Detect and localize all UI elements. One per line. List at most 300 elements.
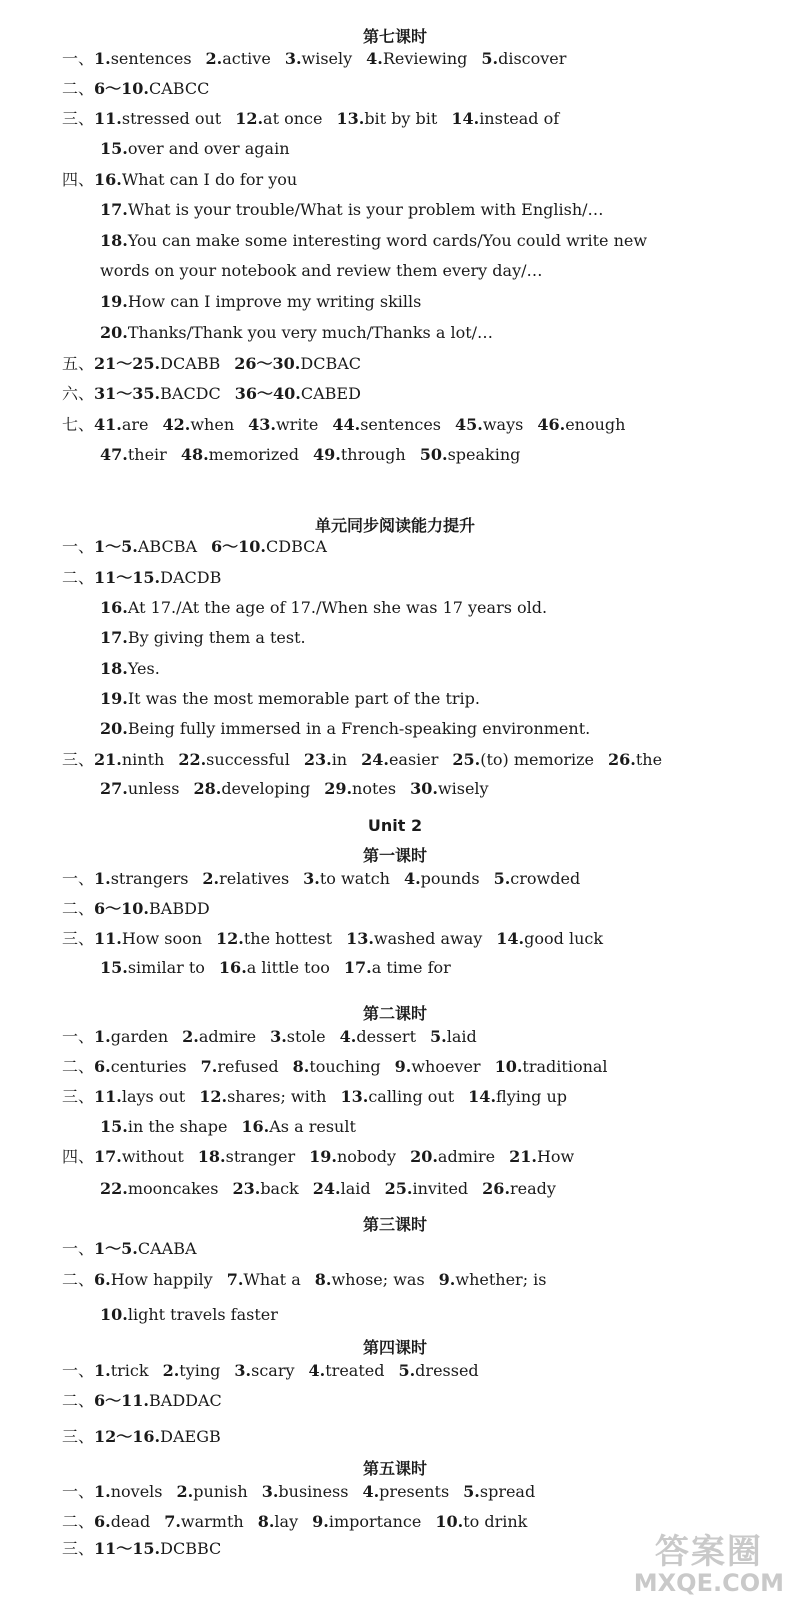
question-number: 13.	[336, 109, 365, 128]
answer-item	[219, 956, 330, 980]
answer-item	[455, 413, 523, 437]
answer-item	[439, 1268, 547, 1292]
question-number: 10.	[494, 1057, 523, 1076]
answer-text: novels	[110, 1482, 163, 1501]
answer-line	[100, 259, 557, 283]
answer-line	[100, 1303, 292, 1327]
answer-text: wisely	[301, 49, 353, 68]
answer-text: unless	[127, 779, 180, 798]
section-heading: 第三课时	[362, 1215, 427, 1234]
answer-item	[315, 1268, 425, 1292]
question-number: 12.	[216, 929, 244, 948]
answer-text: lays out	[121, 1087, 186, 1106]
answer-item	[201, 1055, 279, 1079]
answer-text: in	[331, 750, 348, 769]
question-number: 15.	[100, 958, 128, 977]
question-number: 22.	[100, 1179, 128, 1198]
answer-item	[100, 198, 604, 222]
question-number: 2.	[182, 1027, 199, 1046]
answer-text: successful	[206, 750, 290, 769]
question-number: 18.	[100, 231, 128, 250]
answer-text: dead	[110, 1512, 151, 1531]
answer-item	[309, 1145, 396, 1169]
answer-item	[199, 1085, 326, 1109]
answer-text: presents	[379, 1482, 450, 1501]
question-number: 29.	[324, 779, 353, 798]
answer-item	[313, 443, 406, 467]
section-marker: 三、	[62, 109, 95, 128]
answer-text: sentences	[360, 415, 442, 434]
answer-item	[303, 867, 390, 891]
answer-text: notes	[352, 779, 397, 798]
answer-item	[100, 777, 179, 801]
section-marker: 七、	[62, 415, 95, 434]
answer-text: words on your notebook and review them every day/…	[100, 261, 543, 280]
answer-item	[537, 413, 625, 437]
answer-line	[62, 1389, 236, 1413]
answer-text: similar to	[127, 958, 205, 977]
answer-text: relatives	[219, 869, 290, 888]
question-number: 12.	[199, 1087, 228, 1106]
question-number: 1.	[94, 49, 111, 68]
answer-text: refused	[217, 1057, 279, 1076]
answer-text: What can I do for you	[121, 170, 298, 189]
answer-line	[100, 290, 435, 314]
section-marker: 一、	[62, 1482, 95, 1501]
question-number: 11.	[94, 1087, 122, 1106]
answer-text: DAEGB	[160, 1427, 221, 1446]
question-number: 21～25.	[94, 354, 161, 373]
answer-text: in the shape	[127, 1117, 228, 1136]
section-marker: 二、	[62, 1391, 95, 1410]
answer-text: back	[260, 1179, 299, 1198]
section-marker: 一、	[62, 537, 95, 556]
question-number: 15.	[100, 139, 128, 158]
question-number: 25.	[384, 1179, 413, 1198]
answer-line	[62, 1537, 235, 1561]
answer-text: developing	[221, 779, 311, 798]
answer-text: As a result	[269, 1117, 356, 1136]
question-number: 6～11.	[94, 1391, 149, 1410]
answer-item	[94, 927, 202, 951]
answer-item	[202, 867, 289, 891]
answer-line	[100, 956, 465, 980]
answer-text: Being fully immersed in a French-speaking environment.	[127, 719, 591, 738]
answer-item	[430, 1025, 477, 1049]
answer-text: good luck	[524, 929, 604, 948]
answer-text: ready	[510, 1179, 556, 1198]
answer-item	[94, 867, 188, 891]
question-number: 5.	[463, 1482, 480, 1501]
answer-text: admire	[437, 1147, 496, 1166]
answer-item	[164, 1510, 244, 1534]
answer-item	[235, 107, 322, 131]
section-marker: 三、	[62, 1087, 95, 1106]
answer-item	[94, 413, 149, 437]
section-marker: 六、	[62, 384, 95, 403]
question-number: 17.	[100, 200, 128, 219]
answer-item	[420, 443, 521, 467]
answer-line	[100, 687, 494, 711]
answer-text: nobody	[336, 1147, 397, 1166]
answer-item	[94, 1389, 222, 1413]
answer-text: active	[222, 49, 271, 68]
watermark-url: MXQE.COM	[633, 1568, 784, 1597]
answer-item	[346, 927, 482, 951]
answer-line	[62, 1055, 622, 1079]
question-number: 50.	[419, 445, 448, 464]
section-marker: 二、	[62, 1270, 95, 1289]
answer-item	[100, 1115, 227, 1139]
answer-text: dessert	[356, 1027, 417, 1046]
question-number: 36～40.	[234, 384, 301, 403]
answer-text: laid	[446, 1027, 477, 1046]
answer-item	[410, 777, 489, 801]
answer-item	[481, 47, 566, 71]
answer-text: DACDB	[160, 568, 222, 587]
answer-line	[62, 1480, 549, 1504]
question-number: 11.	[94, 929, 122, 948]
section-marker: 二、	[62, 1512, 95, 1531]
answer-line	[100, 626, 320, 650]
question-number: 1.	[94, 1361, 111, 1380]
question-number: 20.	[100, 323, 128, 342]
question-number: 48.	[180, 445, 209, 464]
answer-item	[198, 1145, 295, 1169]
question-number: 47.	[100, 445, 128, 464]
answer-line	[100, 198, 618, 222]
question-number: 21.	[94, 750, 122, 769]
section-heading: 单元同步阅读能力提升	[314, 516, 475, 535]
answer-text: (to) memorize	[480, 750, 594, 769]
answer-text: ABCBA	[137, 537, 198, 556]
answer-text: You can make some interesting word cards/You could write new	[127, 231, 648, 250]
answer-text: lay	[274, 1512, 299, 1531]
answer-item	[324, 777, 396, 801]
question-number: 3.	[303, 869, 320, 888]
answer-item	[177, 1480, 248, 1504]
answer-text: DCBBC	[160, 1539, 222, 1558]
question-number: 10.	[100, 1305, 128, 1324]
answer-text: CDBCA	[266, 537, 327, 556]
answer-item	[100, 717, 590, 741]
question-number: 9.	[394, 1057, 412, 1076]
answer-text: a little too	[246, 958, 330, 977]
answer-item	[94, 1425, 221, 1449]
answer-item	[227, 1268, 301, 1292]
question-number: 20.	[100, 719, 128, 738]
question-number: 6.	[94, 1512, 111, 1531]
question-number: 17.	[94, 1147, 122, 1166]
answer-item	[94, 897, 210, 921]
answer-item	[163, 413, 235, 437]
answer-text: By giving them a test.	[127, 628, 306, 647]
question-number: 22.	[178, 750, 207, 769]
answer-text: pounds	[420, 869, 480, 888]
answer-text: whether; is	[455, 1270, 547, 1289]
answer-text: instead of	[479, 109, 560, 128]
answer-item	[94, 1085, 185, 1109]
question-number: 23.	[232, 1179, 261, 1198]
question-number: 6～10.	[94, 79, 149, 98]
question-number: 27.	[100, 779, 128, 798]
answer-line	[62, 107, 573, 131]
answer-item	[336, 107, 437, 131]
question-number: 5.	[481, 49, 499, 68]
answer-item	[395, 1055, 481, 1079]
question-number: 8.	[257, 1512, 275, 1531]
question-number: 4.	[308, 1361, 326, 1380]
answer-item	[100, 259, 543, 283]
answer-item	[94, 1480, 162, 1504]
question-number: 9.	[312, 1512, 329, 1531]
answer-item	[94, 107, 221, 131]
answer-text: How can I improve my writing skills	[127, 292, 422, 311]
question-number: 4.	[339, 1027, 357, 1046]
question-number: 24.	[361, 750, 389, 769]
answer-text: touching	[309, 1057, 381, 1076]
answer-item	[94, 1359, 149, 1383]
answer-item	[94, 1055, 187, 1079]
answer-text: over and over again	[127, 139, 290, 158]
question-number: 25.	[452, 750, 481, 769]
answer-text: BADDAC	[149, 1391, 222, 1410]
question-number: 16.	[100, 598, 128, 617]
question-number: 8.	[314, 1270, 332, 1289]
answer-text: whoever	[411, 1057, 481, 1076]
section-heading: Unit 2	[367, 816, 423, 835]
answer-item	[435, 1510, 527, 1534]
answer-text: mooncakes	[127, 1179, 219, 1198]
question-number: 1.	[94, 1027, 111, 1046]
section-marker: 二、	[62, 1057, 95, 1076]
section-marker: 一、	[62, 1361, 95, 1380]
question-number: 31～35.	[94, 384, 161, 403]
section-marker: 三、	[62, 1427, 95, 1446]
watermark-logo	[633, 1532, 784, 1597]
answer-text: dressed	[415, 1361, 479, 1380]
answer-text: stressed out	[121, 109, 222, 128]
answer-text: CABED	[300, 384, 361, 403]
answer-item	[293, 1055, 381, 1079]
section-heading: 第七课时	[362, 27, 427, 46]
answer-item	[468, 1085, 567, 1109]
answer-text: the	[635, 750, 663, 769]
question-number: 19.	[309, 1147, 337, 1166]
watermark-title: 答案圈	[654, 1532, 763, 1573]
answer-text: ways	[482, 415, 524, 434]
answer-text: enough	[565, 415, 626, 434]
question-number: 46.	[537, 415, 566, 434]
section-heading: 第二课时	[362, 1004, 427, 1023]
answer-text: How happily	[110, 1270, 213, 1289]
answer-text: to watch	[319, 869, 390, 888]
question-number: 2.	[162, 1361, 180, 1380]
question-number: 7.	[226, 1270, 244, 1289]
answer-line	[62, 1268, 561, 1292]
question-number: 3.	[284, 49, 302, 68]
question-number: 18.	[100, 659, 128, 678]
answer-item	[100, 956, 205, 980]
question-number: 30.	[410, 779, 438, 798]
question-number: 17.	[100, 628, 128, 647]
answer-item	[385, 1177, 469, 1201]
answer-line	[62, 382, 375, 406]
answer-text: stranger	[225, 1147, 296, 1166]
answer-item	[94, 47, 192, 71]
question-number: 24.	[312, 1179, 341, 1198]
answer-text: What is your trouble/What is your problem with English/…	[127, 200, 604, 219]
answer-line	[100, 777, 503, 801]
answer-line	[100, 443, 534, 467]
answer-line	[100, 657, 174, 681]
section-heading: 第五课时	[362, 1459, 427, 1478]
question-number: 18.	[197, 1147, 226, 1166]
answer-line	[100, 229, 661, 253]
answer-line	[62, 413, 639, 437]
question-number: 44.	[332, 415, 361, 434]
answer-line	[62, 897, 224, 921]
answer-text: flying up	[496, 1087, 568, 1106]
answer-text: DCBAC	[300, 354, 361, 373]
answer-item	[262, 1480, 349, 1504]
question-number: 49.	[313, 445, 341, 464]
answer-text: without	[121, 1147, 184, 1166]
question-number: 41.	[94, 415, 122, 434]
answer-item	[410, 1145, 495, 1169]
answer-item	[496, 927, 603, 951]
answer-text: At 17./At the age of 17./When she was 17 years old.	[127, 598, 548, 617]
question-number: 7.	[200, 1057, 218, 1076]
question-number: 5.	[398, 1361, 416, 1380]
question-number: 2.	[202, 869, 220, 888]
answer-text: calling out	[368, 1087, 455, 1106]
answer-item	[304, 748, 347, 772]
answer-line	[62, 352, 375, 376]
answer-item	[100, 1177, 218, 1201]
question-number: 13.	[340, 1087, 369, 1106]
section-marker: 一、	[62, 1239, 95, 1258]
section-heading: 第一课时	[362, 846, 427, 865]
answer-item	[309, 1359, 385, 1383]
answer-item	[163, 1359, 221, 1383]
answer-line	[62, 535, 341, 559]
answer-text: traditional	[522, 1057, 608, 1076]
answer-line	[62, 566, 235, 590]
answer-text: CABCC	[149, 79, 210, 98]
question-number: 26～30.	[234, 354, 301, 373]
answer-text: invited	[412, 1179, 469, 1198]
answer-item	[94, 168, 297, 192]
question-number: 3.	[261, 1482, 279, 1501]
answer-item	[258, 1510, 298, 1534]
answer-text: What a	[243, 1270, 301, 1289]
question-number: 4.	[362, 1482, 380, 1501]
answer-item	[94, 1145, 184, 1169]
answer-text: a time for	[371, 958, 451, 977]
answer-text: trick	[110, 1361, 149, 1380]
question-number: 11～15.	[94, 1539, 161, 1558]
answer-item	[340, 1025, 416, 1049]
answer-item	[398, 1359, 478, 1383]
answer-text: ninth	[121, 750, 165, 769]
question-number: 15.	[100, 1117, 128, 1136]
answer-text: garden	[110, 1027, 169, 1046]
question-number: 16.	[94, 170, 122, 189]
answer-text: are	[121, 415, 149, 434]
answer-item	[452, 748, 594, 772]
question-number: 14.	[496, 929, 525, 948]
answer-item	[178, 748, 290, 772]
answer-item	[94, 77, 209, 101]
answer-item	[495, 1055, 608, 1079]
answer-item	[509, 1145, 574, 1169]
question-number: 6～10.	[94, 899, 149, 918]
answer-text: when	[190, 415, 235, 434]
question-number: 16.	[218, 958, 247, 977]
answer-item	[94, 566, 221, 590]
answer-text: scary	[251, 1361, 295, 1380]
answer-item	[232, 1177, 298, 1201]
answer-item	[463, 1480, 535, 1504]
question-number: 2.	[176, 1482, 194, 1501]
answer-line	[100, 596, 561, 620]
question-number: 43.	[248, 415, 276, 434]
answer-text: the hottest	[243, 929, 333, 948]
answer-text: whose; was	[331, 1270, 425, 1289]
question-number: 3.	[234, 1361, 252, 1380]
section-marker: 一、	[62, 869, 95, 888]
section-marker: 四、	[62, 170, 95, 189]
question-number: 9.	[438, 1270, 456, 1289]
answer-text: write	[275, 415, 319, 434]
answer-item	[94, 535, 197, 559]
answer-item	[332, 413, 441, 437]
question-number: 10.	[435, 1512, 464, 1531]
answer-item	[366, 47, 467, 71]
question-number: 28.	[193, 779, 222, 798]
answer-item	[344, 956, 451, 980]
answer-item	[248, 413, 318, 437]
answer-line	[62, 1359, 493, 1383]
question-number: 14.	[451, 109, 480, 128]
answer-item	[100, 657, 160, 681]
answer-text: crowded	[510, 869, 581, 888]
answer-item	[182, 1025, 256, 1049]
answer-item	[94, 382, 221, 406]
question-number: 12.	[235, 109, 264, 128]
answer-text: discover	[498, 49, 567, 68]
question-number: 45.	[455, 415, 483, 434]
section-marker: 二、	[62, 79, 95, 98]
answer-text: laid	[340, 1179, 371, 1198]
answer-item	[100, 290, 421, 314]
answer-item	[94, 1237, 197, 1261]
answer-line	[100, 321, 507, 345]
answer-line	[62, 867, 594, 891]
answer-item	[362, 1480, 449, 1504]
answer-text: tying	[179, 1361, 221, 1380]
answer-text: wisely	[437, 779, 489, 798]
answer-line	[62, 168, 311, 192]
question-number: 19.	[100, 689, 128, 708]
question-number: 26.	[482, 1179, 511, 1198]
question-number: 17.	[343, 958, 372, 977]
answer-text: shares; with	[227, 1087, 327, 1106]
answer-item	[312, 1510, 421, 1534]
question-number: 42.	[162, 415, 191, 434]
answer-text: strangers	[110, 869, 189, 888]
